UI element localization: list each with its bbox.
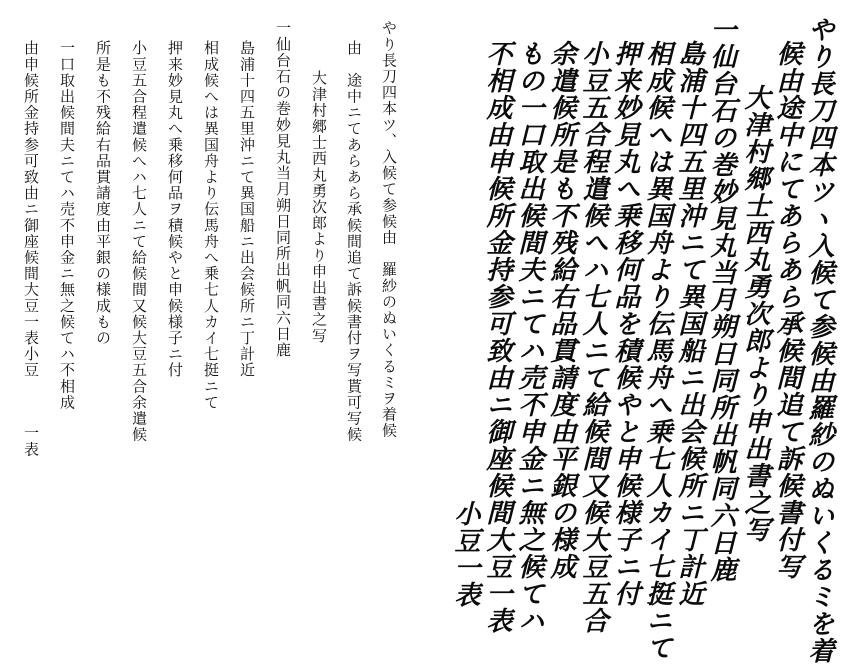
manuscript-column: 余遣候所是も不残給右品貫請度由平銀の様成 [546,40,576,580]
transcription-column: 大津村郷士西丸勇次郎より申出書之写 [310,70,328,344]
manuscript-column: もの一口取出候間夫ニてハ売不申金ニ無之候てハ [514,40,544,634]
transcription-column: 所是も不残給右品貫請度由平銀の様成もの [94,40,112,346]
transcription-column: 押来妙見丸へ乗移何品ヲ積候やと申候様子ニ付 [166,40,184,379]
manuscript-column: 小豆五合程遣候へハ七人ニて給候間又候大豆五合 [578,40,608,634]
transcription-column: 由申候所金持参可致由ニ御座候間大豆一表小豆 [22,40,40,379]
manuscript-column: 相成候へは異国舟より伝馬舟へ乗七人カイ七挺ニて [642,40,672,661]
manuscript-column: 候由途中にてあらあら承候間追て訴候書付写 [772,40,802,580]
manuscript-column: 不相成由申候所金持参可致由ニ御座候間大豆一表 [482,40,512,634]
transcription-panel [0,0,420,616]
manuscript-panel [424,0,844,664]
manuscript-column: 大津村郷士西丸勇次郎より申出書之写 [740,84,770,543]
transcription-column: 一口取出候間夫ニてハ売不申金ニ無之候てハ不相成 [58,40,76,411]
manuscript-column: 小豆一表 [450,500,480,608]
transcription-column: 由 途中ニてあらあら承候間追て訴候書付ヲ写貰可写候 [345,40,363,443]
transcription-column: 小豆五合程遣候へハ七人ニて給候間又候大豆五合余遣候 [130,40,148,443]
transcription-column: 一表 [22,425,40,458]
manuscript-column: やり長刀四本ツヽ入候て参候由羅紗のぬいくるミを着 [804,16,834,664]
manuscript-column: 島浦十四五里沖ニて異国船ニ出会候所ニ丁計近 [674,40,704,607]
transcription-column: 相成候へは異国舟より伝馬舟へ乗七人カイ七挺ニて [202,40,220,411]
transcription-column: 一仙台石の巻妙見丸当月朔日同所出帆同六日鹿 [274,20,292,359]
manuscript-column: 押来妙見丸へ乗移何品を積候やと申候様子ニ付 [610,40,640,607]
manuscript-column: 一仙台石の巻妙見丸当月朔日同所出帆同六日鹿 [706,16,736,583]
transcription-column: やり長刀四本ツ、入候て参候由 羅紗のぬいくるミヲ着候 [380,20,398,439]
transcription-column: 島浦十四五里沖ニて異国船ニ出会候所ニ丁計近 [238,40,256,379]
